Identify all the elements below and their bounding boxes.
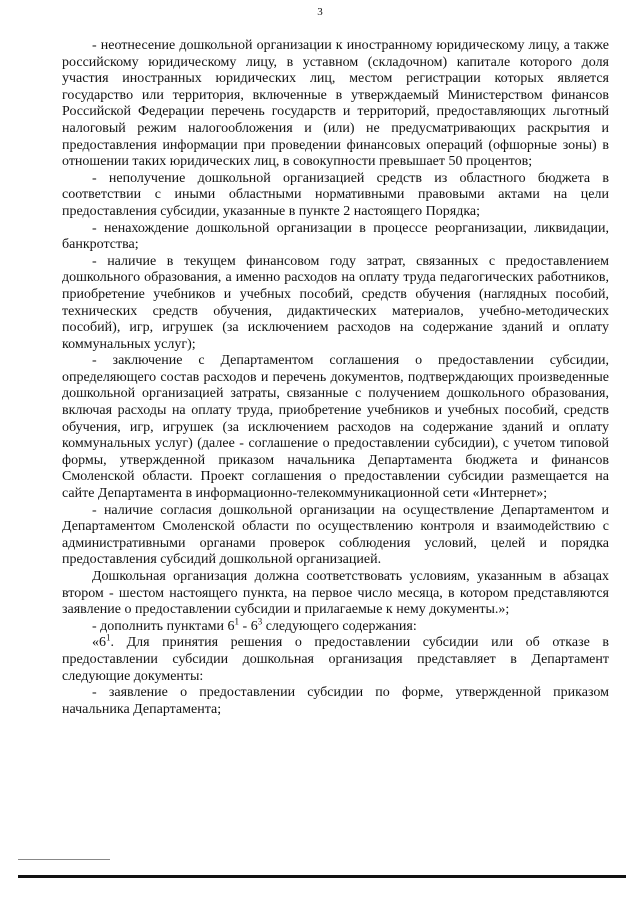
footer-rule xyxy=(18,875,626,878)
paragraph-agreement-condition: - заключение с Департаментом соглашения о предоставлении субсидии, определяющего состав расходов и перечень документов, подтверждающих произведенные дошкольной организацией затраты, связанные с получением дошкольного образования, включая расходы на оплату труда, приобретение учебников и учебных пособий, средств обучения, игр, игрушек (за исключением расходов на содержание зданий и оплату коммунальных услуг) (далее - соглашение о предоставлении субсидии), с учетом типовой формы, утвержденной приказом начальника Департамента бюджета и финансов Смоленской области. Проект соглашения о предоставлении субсидии размещается на сайте Департамента в информационно-телекоммуникационной сети «Интернет»; xyxy=(62,353,609,502)
paragraph-amendment: - дополнить пунктами $6^1 - 6^3$ следующего содержания: xyxy=(92,616,417,634)
paragraph-clause-6-1: «$6^1$. Для принятия решения о предоставлении субсидии или об отказе в предоставлении субсидии дошкольная организация представляет в Департамент следующие документы: xyxy=(62,632,609,684)
footer-short-rule xyxy=(18,859,110,860)
paragraph-reorganization-condition: - ненахождение дошкольной организации в процессе реорганизации, ликвидации, банкротства; xyxy=(62,220,609,253)
document-body xyxy=(62,38,609,718)
paragraph-application-document: - заявление о предоставлении субсидии по форме, утвержденной приказом начальника Департамента; xyxy=(62,685,609,717)
paragraph-consent-condition: - наличие согласия дошкольной организации на осуществление Департаментом и Департаментом Смоленской области по осуществлению контроля и взаимодействию с административными органами проверок соблюдения условий, целей и порядка предоставления субсидий дошкольной организацией. xyxy=(62,502,609,568)
paragraph-expenses-condition: - наличие в текущем финансовом году затрат, связанных с предоставлением дошкольного образования, а именно расходов на оплату труда педагогических работников, приобретение учебников и учебных пособий, средств обучения (наглядных пособий, технических средств обучения, дидактических материалов, учебно-методических пособий), игр, игрушек (за исключением расходов на содержание зданий и оплату коммунальных услуг); xyxy=(62,253,609,352)
paragraph-budget-funds-condition: - неполучение дошкольной организацией средств из областного бюджета в соответствии с иными областными нормативными правовыми актами на цели предоставления субсидии, указанные в пункте 2 настоящего Порядка; xyxy=(62,170,609,219)
paragraph-compliance-date: Дошкольная организация должна соответствовать условиям, указанным в абзацах втором - шестом настоящего пункта, на первое число месяца, в котором представляются заявление о предоставлении субсидии и прилагаемые к нему документы.»; xyxy=(62,569,609,618)
page-number: 3 xyxy=(317,6,323,18)
paragraph-offshore-condition: - неотнесение дошкольной организации к иностранному юридическому лицу, а также российскому юридическому лицу, в уставном (складочном) капитале которого доля участия иностранных юридических лиц, местом регистрации которых является государство или территория, включенные в утверждаемый Министерством финансов Российской Федерации перечень государств и территорий, предоставляющих льготный налоговый режим налогообложения и (или) не предусматривающих раскрытия и предоставления информации при проведении финансовых операций (офшорные зоны) в отношении таких юридических лиц, в совокупности превышает 50 процентов; xyxy=(62,38,609,170)
